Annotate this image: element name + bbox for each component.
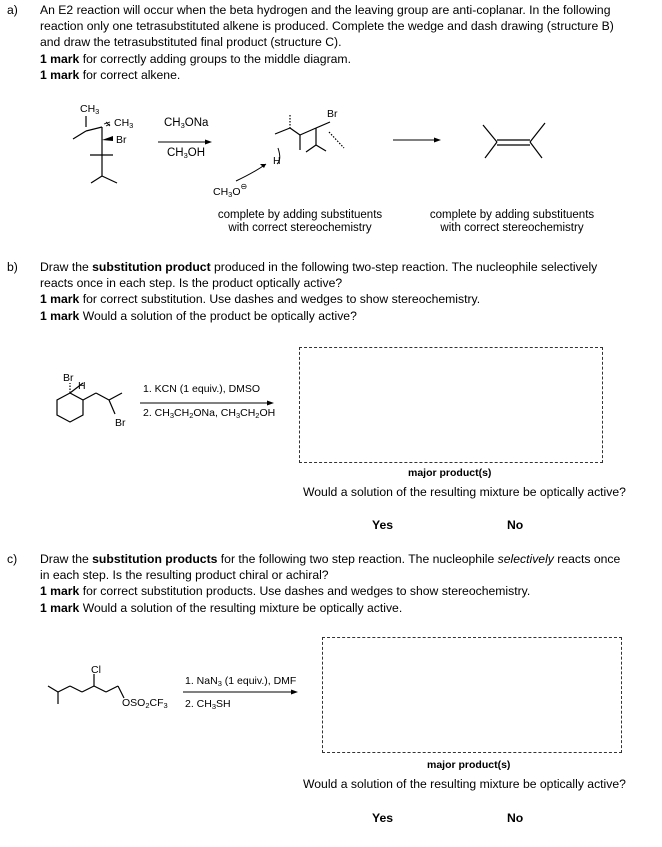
part-a-structure-b	[236, 115, 344, 181]
part-b-line-2: reacts once in each step. Is the product optically active?	[40, 276, 343, 291]
part-a-line-2: reaction only one tetrasubstituted alkene is produced. Complete the wedge and dash drawing (structure B)	[40, 19, 614, 34]
part-a-label-br-left: Br	[116, 134, 127, 146]
part-c-line-1: Draw the substitution products for the following two step reaction. The nucleophile selectively reacts once	[40, 552, 621, 566]
part-b-step-1: 1. KCN (1 equiv.), DMSO	[143, 383, 261, 395]
part-a-arrow-1	[158, 140, 212, 145]
part-b-mark-2: 1 mark Would a solution of the product be optically active?	[40, 308, 357, 323]
part-b-mark-1: 1 mark for correct substitution. Use dashes and wedges to show stereochemistry.	[40, 292, 481, 307]
part-b-label-br-top: Br	[63, 372, 74, 384]
part-a-label-ch3-top: $CH_3$	[80, 103, 100, 116]
part-a-mark-2: 1 mark for correct alkene.	[40, 67, 181, 82]
part-a-reagent-1: $CH_3ONa$	[164, 117, 209, 130]
part-b-arrow	[140, 401, 274, 406]
part-c-mark-1: 1 mark for correct substitution products. Use dashes and wedges to show stereochemistry.	[40, 584, 531, 599]
part-a-label-base: $CH_3O^⊖$	[213, 182, 248, 199]
part-a-starting-material	[73, 116, 117, 183]
part-a-caption-b: complete by adding substituents with correct stereochemistry	[217, 209, 383, 234]
part-b-starting-material	[57, 383, 122, 422]
part-c-question: Would a solution of the resulting mixture be optically active?	[303, 777, 626, 791]
part-a-product-c	[483, 123, 545, 158]
part-a-line-3: and draw the tetrasubstituted final product (structure C).	[40, 35, 342, 50]
part-c-answer-box[interactable]	[322, 637, 622, 753]
part-a-label-h-mid: H	[273, 155, 281, 167]
part-b-answer-box[interactable]	[299, 347, 603, 463]
part-a-label-ch3-side: $CH_3$	[114, 117, 134, 130]
part-b-label-h: H	[78, 380, 86, 392]
part-c-label-cl: Cl	[91, 664, 101, 676]
part-c-arrow	[183, 690, 298, 695]
part-a-label: a)	[7, 3, 18, 17]
part-b-question: Would a solution of the resulting mixture be optically active?	[303, 485, 626, 499]
part-a-reagent-2: $CH_3OH$	[167, 147, 206, 160]
part-b-label-br-bottom: Br	[115, 417, 126, 429]
part-b-line-1: Draw the substitution product produced in the following two-step reaction. The nucleophile selectively	[40, 260, 598, 274]
part-a-caption-c: complete by adding substituents with correct stereochemistry	[429, 209, 595, 234]
part-c-text	[40, 551, 620, 616]
part-b-label: b)	[7, 260, 18, 274]
part-a-arrow-2	[393, 138, 441, 143]
part-a-label-br-mid: Br	[327, 108, 338, 120]
part-b-step-2: 2. $CH_3CH_2ONa$, $CH_3CH_2OH$	[143, 407, 276, 420]
part-c-line-2: in each step. Is the resulting product chiral or achiral?	[40, 568, 329, 583]
part-b-no-option[interactable]: No	[507, 518, 524, 532]
part-c-yes-option[interactable]: Yes	[372, 811, 394, 825]
part-a-mark-1: 1 mark for correctly adding groups to the middle diagram.	[40, 51, 351, 66]
part-c-box-title: major product(s)	[427, 759, 511, 771]
part-c-label: c)	[7, 552, 18, 566]
part-c-label-otf: $OSO_2CF_3$	[122, 697, 168, 710]
part-c-starting-material	[48, 674, 124, 704]
part-b-text	[40, 259, 597, 324]
part-c-step-1: 1. NaN$_3$ (1 equiv.), DMF	[185, 675, 297, 688]
part-c-step-2: 2. $CH_3SH$	[185, 698, 231, 711]
part-b-box-title: major product(s)	[408, 467, 492, 479]
part-b-yes-option[interactable]: Yes	[372, 518, 394, 532]
part-a-line-1: An E2 reaction will occur when the beta hydrogen and the leaving group are anti-coplanar. In the following	[40, 3, 611, 17]
part-c-no-option[interactable]: No	[507, 811, 524, 825]
part-c-mark-2: 1 mark Would a solution of the resulting mixture be optically active.	[40, 600, 403, 615]
